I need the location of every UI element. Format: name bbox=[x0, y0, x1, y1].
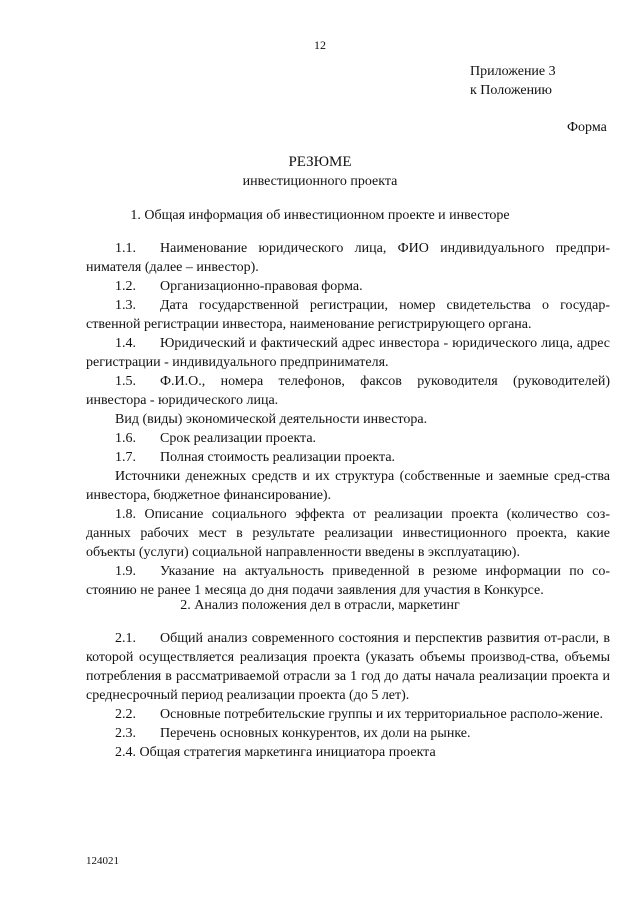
list-item: Источники денежных средств и их структура (собственные и заемные сред-ства инвестора, бюджетное финансирование). bbox=[86, 469, 610, 503]
list-item: 2.3. Перечень основных конкурентов, их доли на рынке. bbox=[115, 726, 471, 741]
section-1-heading: 1. Общая информация об инвестиционном проекте и инвесторе bbox=[130, 208, 510, 223]
section-2-body bbox=[86, 629, 610, 762]
list-item: 1.2. Организационно-правовая форма. bbox=[115, 279, 363, 294]
list-item: 2.4. Общая стратегия маркетинга инициатора проекта bbox=[115, 745, 436, 760]
section-2-heading: 2. Анализ положения дел в отрасли, маркетинг bbox=[180, 598, 460, 613]
list-item: 1.7. Полная стоимость реализации проекта. bbox=[115, 450, 396, 465]
list-item: 1.1. Наименование юридического лица, ФИО индивидуального предпри-нимателя (далее – инвестор). bbox=[86, 241, 610, 275]
document-title: РЕЗЮМЕ bbox=[288, 154, 352, 170]
list-item: 1.5. Ф.И.О., номера телефонов, факсов руководителя (руководителей) инвестора - юридического лица. bbox=[86, 374, 610, 408]
document-subtitle: инвестиционного проекта bbox=[242, 174, 398, 189]
appendix-line-2: к Положению bbox=[470, 83, 553, 98]
footer-code: 124021 bbox=[86, 855, 119, 867]
list-item: Вид (виды) экономической деятельности инвестора. bbox=[115, 412, 428, 427]
list-item: 1.9. Указание на актуальность приведенной в резюме информации по со-стоянию не ранее 1 месяца до дня подачи заявления для участия в Конкурсе. bbox=[86, 564, 610, 598]
page-number: 12 bbox=[314, 38, 326, 52]
list-item: 2.2. Основные потребительские группы и их территориальное располо-жение. bbox=[115, 707, 603, 722]
section-1-body bbox=[86, 239, 610, 600]
list-item: 1.3. Дата государственной регистрации, номер свидетельства о государ-ственной регистрации инвестора, наименование регистрирующего органа. bbox=[86, 298, 610, 332]
form-label: Форма bbox=[567, 120, 607, 135]
list-item: 1.6. Срок реализации проекта. bbox=[115, 431, 317, 446]
list-item: 1.8. Описание социального эффекта от реализации проекта (количество соз-данных рабочих мест в результате реализации инвестиционного проекта, какие объекты (услуги) социальной направленности введены в эксплуатацию). bbox=[86, 507, 610, 560]
list-item: 2.1. Общий анализ современного состояния и перспектив развития от-расли, в которой осуществляется реализация проекта (указать объемы производ-ства, объемы потребления в рассматриваемой отрасли за 1 год до даты начала реализации проекта и среднесрочный период реализации проекта (до 5 лет). bbox=[86, 631, 610, 703]
list-item: 1.4. Юридический и фактический адрес инвестора - юридического лица, адрес регистрации - индивидуального предпринимателя. bbox=[86, 336, 610, 370]
appendix-line-1: Приложение 3 bbox=[470, 64, 556, 79]
